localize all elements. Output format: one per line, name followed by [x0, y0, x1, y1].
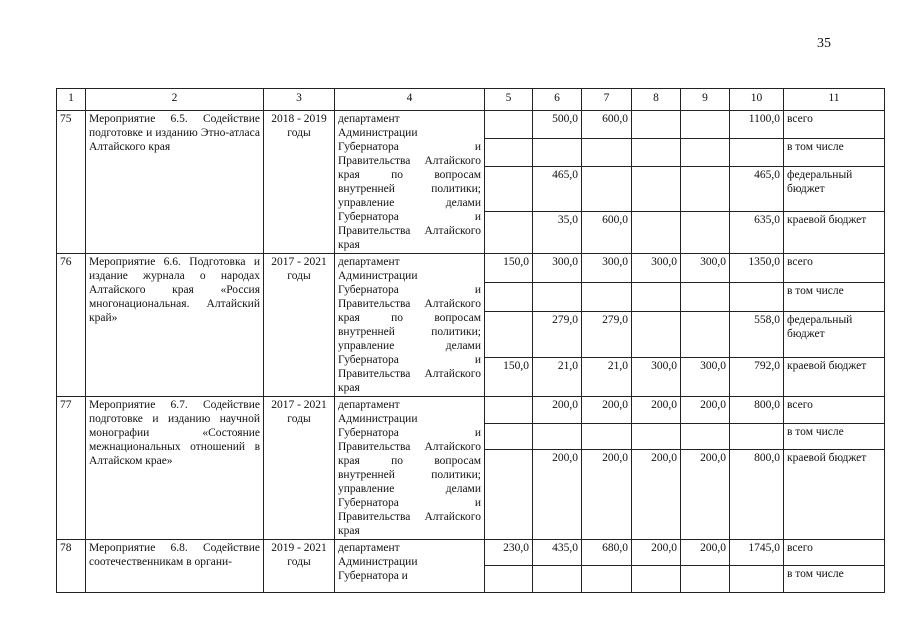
executor: департамент Администрации Губернатора и	[335, 540, 485, 593]
implementation-period: 2018 - 2019 годы	[264, 111, 335, 254]
amount-cell: 21,0	[582, 357, 632, 396]
executor: департамент Администрации Губернатора и Правительства Алтайского края по вопросам внутренней политики; управление делами Губернатора и Правительства Алтайского края	[335, 397, 485, 540]
header-row	[57, 89, 885, 111]
amount-cell: 600,0	[582, 212, 632, 254]
implementation-period: 2017 - 2021 годы	[264, 254, 335, 397]
amount-cell	[582, 566, 632, 593]
amount-cell: 200,0	[533, 450, 582, 540]
amount-cell	[485, 311, 533, 357]
amount-cell: 300,0	[533, 254, 582, 283]
amount-cell: 680,0	[582, 540, 632, 566]
amount-cell: 800,0	[730, 397, 784, 424]
row-number: 75	[57, 111, 86, 254]
amount-cell	[485, 566, 533, 593]
amount-cell	[632, 282, 681, 311]
amount-cell	[632, 212, 681, 254]
amount-cell: 200,0	[681, 450, 730, 540]
amount-cell	[485, 111, 533, 139]
amount-cell	[681, 139, 730, 167]
amount-cell: 200,0	[681, 397, 730, 424]
amount-cell: 465,0	[533, 167, 582, 212]
amount-cell: 300,0	[582, 254, 632, 283]
amount-cell: 21,0	[533, 357, 582, 396]
amount-cell: 150,0	[485, 357, 533, 396]
executor: департамент Администрации Губернатора и Правительства Алтайского края по вопросам внутренней политики; управление делами Губернатора и Правительства Алтайского края	[335, 111, 485, 254]
amount-cell: 1745,0	[730, 540, 784, 566]
amount-cell	[681, 167, 730, 212]
amount-cell: 200,0	[632, 540, 681, 566]
amount-cell: 435,0	[533, 540, 582, 566]
table-row	[57, 111, 885, 139]
implementation-period: 2019 - 2021 годы	[264, 540, 335, 593]
row-number: 77	[57, 397, 86, 540]
amount-cell: 150,0	[485, 254, 533, 283]
amount-cell: 558,0	[730, 311, 784, 357]
amount-cell: 200,0	[582, 450, 632, 540]
row-number: 76	[57, 254, 86, 397]
column-header: 4	[335, 89, 485, 111]
column-header: 2	[86, 89, 264, 111]
amount-cell: 200,0	[632, 450, 681, 540]
amount-cell: 600,0	[582, 111, 632, 139]
amount-cell	[632, 167, 681, 212]
column-header: 8	[632, 89, 681, 111]
funding-source: в том числе	[784, 282, 885, 311]
funding-source: краевой бюджет	[784, 450, 885, 540]
amount-cell	[632, 423, 681, 450]
funding-source: краевой бюджет	[784, 212, 885, 254]
amount-cell	[485, 423, 533, 450]
amount-cell	[681, 111, 730, 139]
amount-cell	[533, 566, 582, 593]
amount-cell	[681, 423, 730, 450]
amount-cell	[485, 450, 533, 540]
funding-source: федеральный бюджет	[784, 167, 885, 212]
measure-description: Мероприятие 6.6. Подготовка и издание журнала о народах Алтайского края «Россия многонациональная. Алтайский край»	[86, 254, 264, 397]
page-number: 35	[817, 36, 831, 51]
funding-source: в том числе	[784, 566, 885, 593]
amount-cell: 279,0	[533, 311, 582, 357]
amount-cell	[681, 212, 730, 254]
amount-cell	[533, 423, 582, 450]
amount-cell	[681, 282, 730, 311]
column-header: 10	[730, 89, 784, 111]
amount-cell	[632, 139, 681, 167]
funding-source: федеральный бюджет	[784, 311, 885, 357]
funding-source: всего	[784, 111, 885, 139]
amount-cell	[632, 111, 681, 139]
amount-cell	[582, 282, 632, 311]
amount-cell: 800,0	[730, 450, 784, 540]
amount-cell: 200,0	[533, 397, 582, 424]
amount-cell	[730, 282, 784, 311]
amount-cell: 635,0	[730, 212, 784, 254]
column-header: 3	[264, 89, 335, 111]
funding-source: всего	[784, 397, 885, 424]
amount-cell: 300,0	[681, 254, 730, 283]
amount-cell	[485, 167, 533, 212]
funding-source: в том числе	[784, 423, 885, 450]
amount-cell: 792,0	[730, 357, 784, 396]
amount-cell	[485, 139, 533, 167]
column-header: 11	[784, 89, 885, 111]
amount-cell	[730, 423, 784, 450]
amount-cell	[485, 282, 533, 311]
funding-source: краевой бюджет	[784, 357, 885, 396]
column-header: 5	[485, 89, 533, 111]
table-row	[57, 254, 885, 283]
amount-cell	[485, 397, 533, 424]
row-number: 78	[57, 540, 86, 593]
amount-cell	[485, 212, 533, 254]
table-row	[57, 540, 885, 566]
budget-table	[56, 88, 885, 593]
column-header: 6	[533, 89, 582, 111]
amount-cell: 1350,0	[730, 254, 784, 283]
amount-cell: 300,0	[632, 357, 681, 396]
table-row	[57, 397, 885, 424]
amount-cell	[730, 139, 784, 167]
amount-cell	[582, 167, 632, 212]
amount-cell	[533, 282, 582, 311]
column-header: 1	[57, 89, 86, 111]
amount-cell	[533, 139, 582, 167]
implementation-period: 2017 - 2021 годы	[264, 397, 335, 540]
amount-cell	[582, 423, 632, 450]
amount-cell	[582, 139, 632, 167]
amount-cell: 35,0	[533, 212, 582, 254]
amount-cell: 200,0	[582, 397, 632, 424]
amount-cell: 230,0	[485, 540, 533, 566]
amount-cell: 279,0	[582, 311, 632, 357]
column-header: 9	[681, 89, 730, 111]
measure-description: Мероприятие 6.5. Содействие подготовке и изданию Этно-атласа Алтайского края	[86, 111, 264, 254]
amount-cell	[681, 566, 730, 593]
amount-cell	[681, 311, 730, 357]
amount-cell	[632, 311, 681, 357]
funding-source: в том числе	[784, 139, 885, 167]
amount-cell: 1100,0	[730, 111, 784, 139]
amount-cell	[730, 566, 784, 593]
amount-cell: 300,0	[681, 357, 730, 396]
column-header: 7	[582, 89, 632, 111]
measure-description: Мероприятие 6.7. Содействие подготовке и изданию научной монографии «Состояние межнациональных отношений в Алтайском крае»	[86, 397, 264, 540]
amount-cell	[632, 566, 681, 593]
amount-cell: 200,0	[632, 397, 681, 424]
amount-cell: 300,0	[632, 254, 681, 283]
funding-source: всего	[784, 254, 885, 283]
measure-description: Мероприятие 6.8. Содействие соотечественникам в органи-	[86, 540, 264, 593]
amount-cell: 465,0	[730, 167, 784, 212]
table-body	[57, 89, 885, 593]
executor: департамент Администрации Губернатора и Правительства Алтайского края по вопросам внутренней политики; управление делами Губернатора и Правительства Алтайского края	[335, 254, 485, 397]
amount-cell: 200,0	[681, 540, 730, 566]
amount-cell: 500,0	[533, 111, 582, 139]
funding-source: всего	[784, 540, 885, 566]
